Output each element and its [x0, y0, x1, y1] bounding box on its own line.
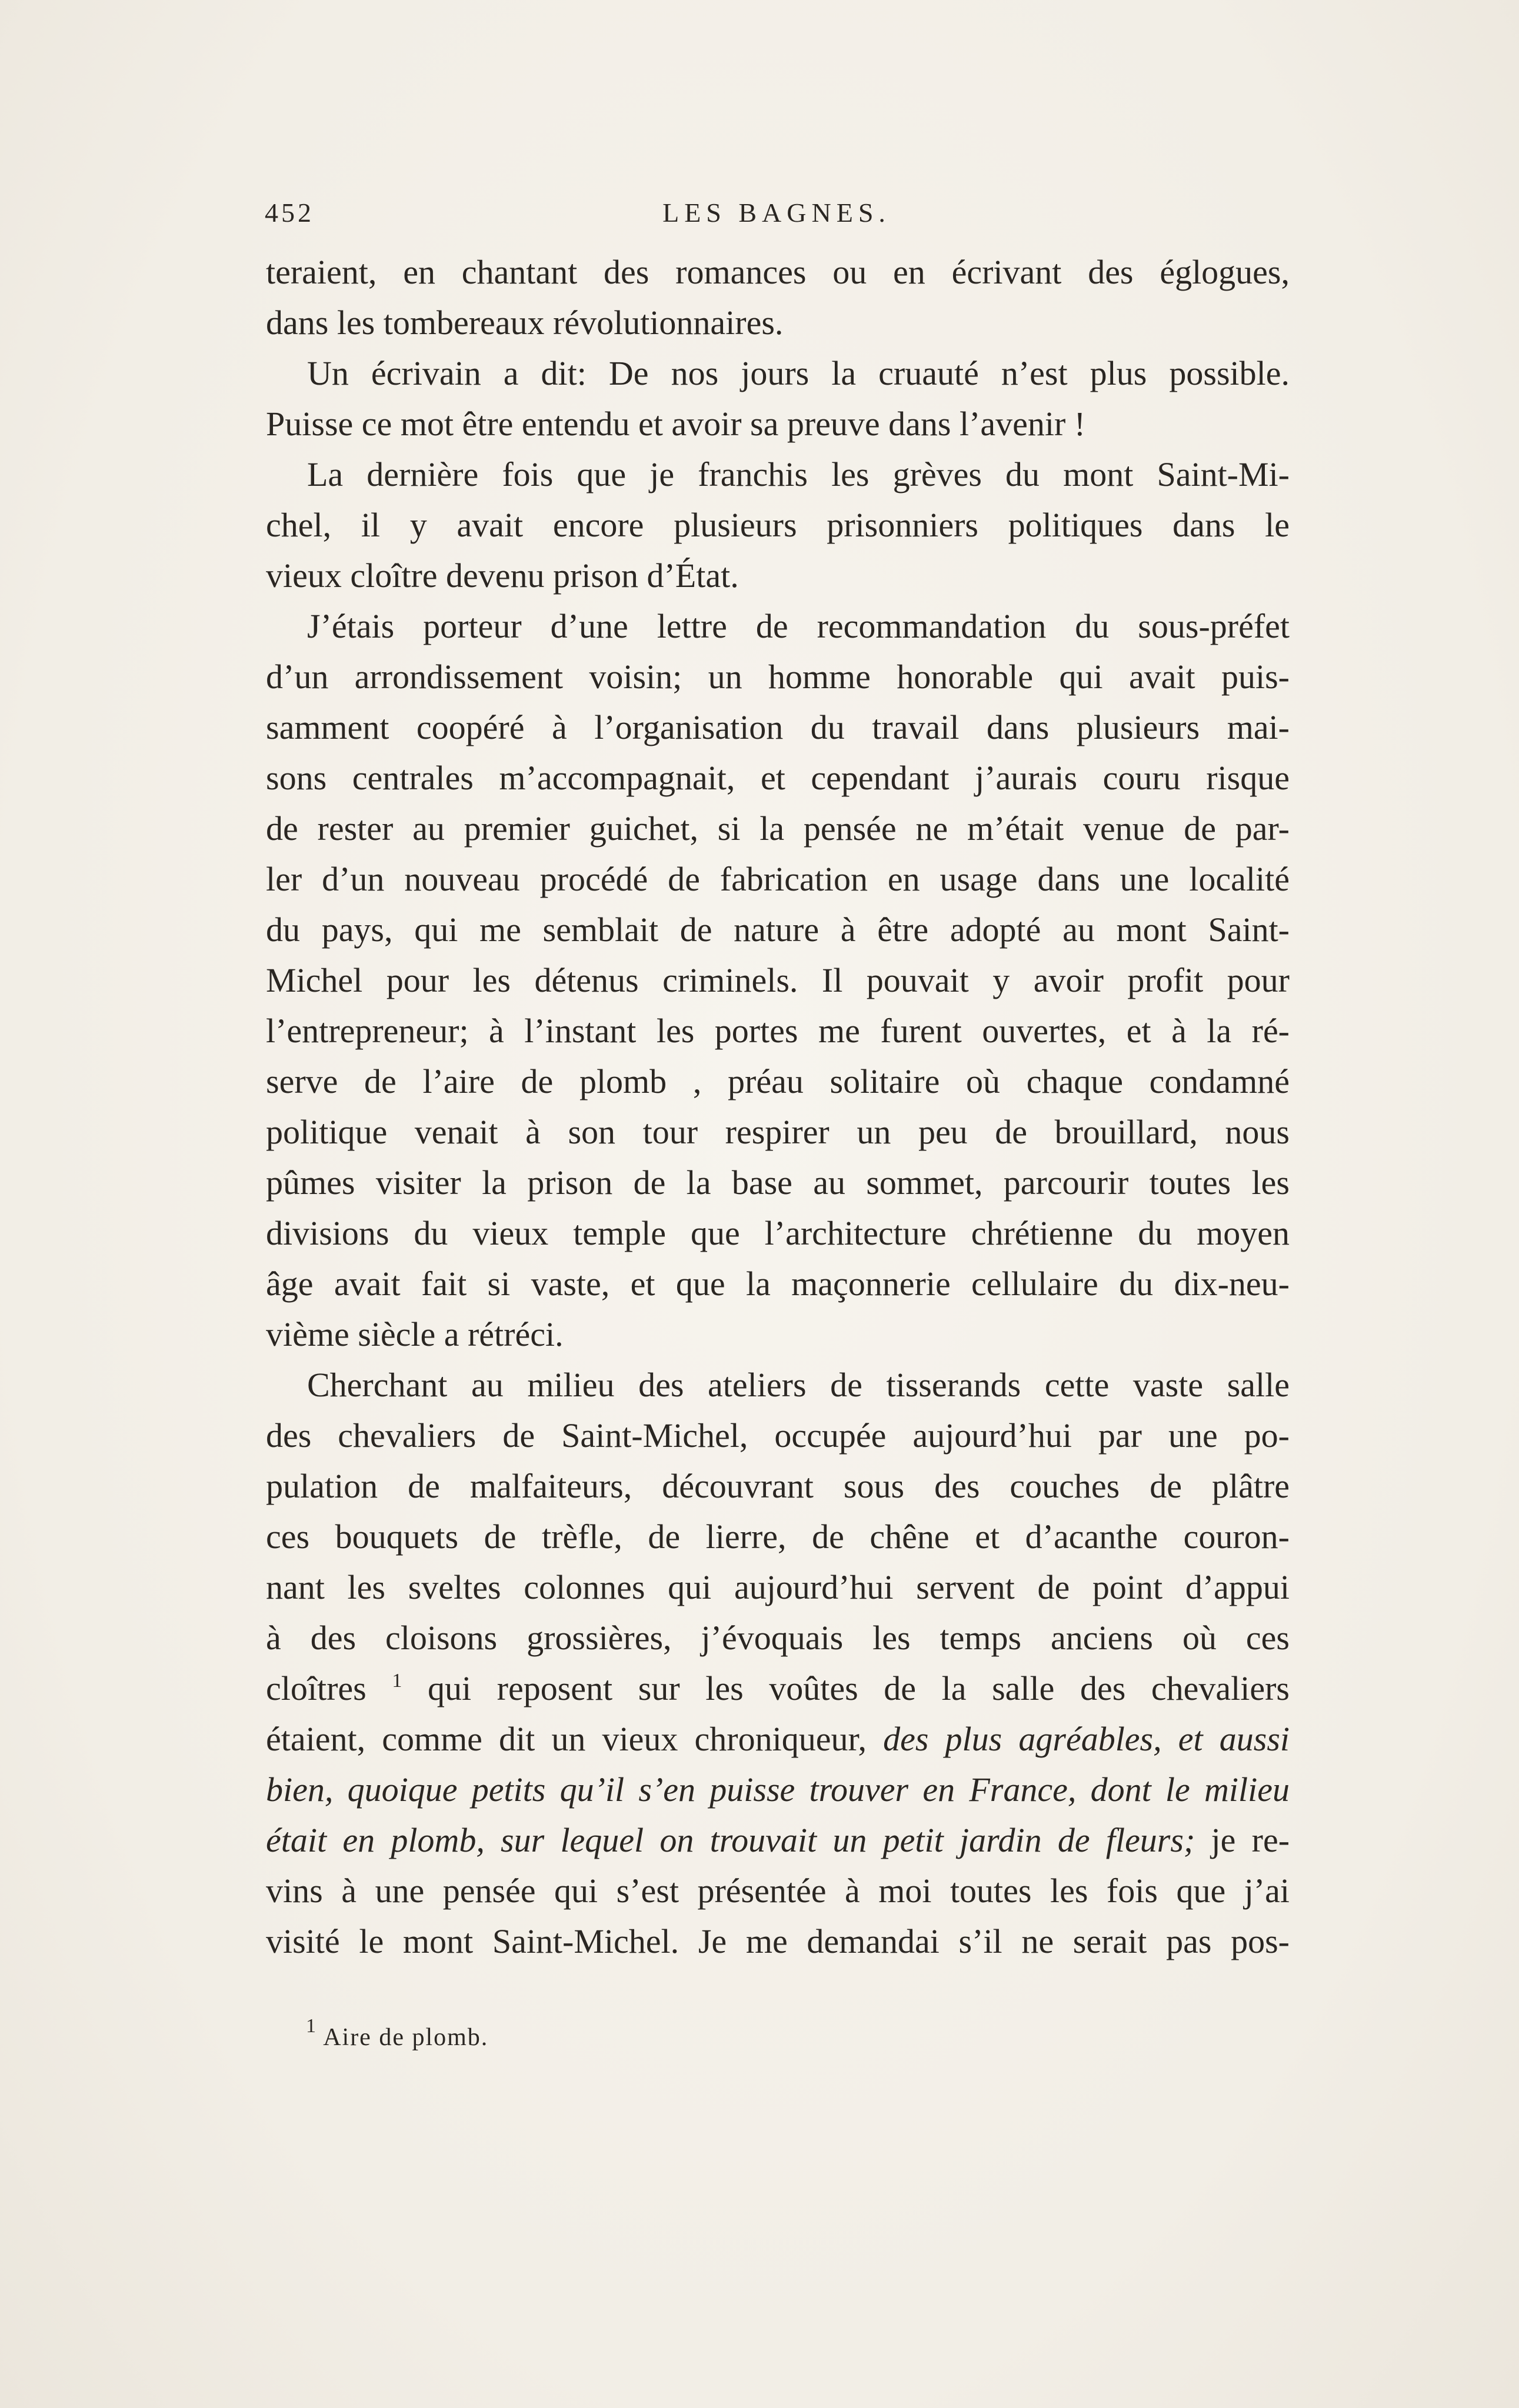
- text-line: samment coopéré à l’organisation du travail dans plusieurs mai-: [266, 708, 1290, 746]
- italic-quote-line: bien, quoique petits qu’il s’en puisse trouver en France, dont le milieu: [266, 1770, 1290, 1809]
- text-line: pulation de malfaiteurs, découvrant sous des couches de plâtre: [266, 1467, 1290, 1505]
- text-line: chel, il y avait encore plusieurs prisonniers politiques dans le: [266, 506, 1290, 544]
- footnote-marker: 1: [306, 2015, 317, 2037]
- text-line: d’un arrondissement voisin; un homme honorable qui avait puis-: [266, 658, 1290, 696]
- text-line: visité le mont Saint-Michel. Je me demandai s’il ne serait pas pos-: [266, 1922, 1290, 1960]
- text-line: divisions du vieux temple que l’architecture chrétienne du moyen: [266, 1214, 1290, 1252]
- text-line: sons centrales m’accompagnait, et cependant j’aurais couru risque: [266, 759, 1290, 797]
- text-line: Cherchant au milieu des ateliers de tisserands cette vaste salle: [307, 1366, 1290, 1404]
- italic-quote: était en plomb, sur lequel on trouvait un petit jardin de fleurs;: [266, 1821, 1195, 1859]
- text-line: dans les tombereaux révolutionnaires.: [266, 303, 784, 342]
- text-line: ler d’un nouveau procédé de fabrication en usage dans une localité: [266, 860, 1290, 898]
- text-fragment: qui reposent sur les voûtes de la salle des chevaliers: [427, 1669, 1290, 1707]
- text-line: vins à une pensée qui s’est présentée à moi toutes les fois que j’ai: [266, 1872, 1290, 1910]
- text-fragment: étaient, comme dit un vieux chroniqueur,: [266, 1720, 867, 1758]
- page-number: 452: [265, 198, 314, 228]
- text-line: vième siècle a rétréci.: [266, 1315, 564, 1353]
- text-line: âge avait fait si vaste, et que la maçonnerie cellulaire du dix-neu-: [266, 1265, 1290, 1303]
- text-line: du pays, qui me semblait de nature à être adopté au mont Saint-: [266, 910, 1290, 949]
- text-line: Michel pour les détenus criminels. Il pouvait y avoir profit pour: [266, 961, 1290, 999]
- text-line: serve de l’aire de plomb , préau solitaire où chaque condamné: [266, 1062, 1290, 1100]
- text-line: de rester au premier guichet, si la pensée ne m’était venue de par-: [266, 809, 1290, 848]
- text-line: ces bouquets de trèfle, de lierre, de chêne et d’acanthe couron-: [266, 1517, 1290, 1556]
- text-line: à des cloisons grossières, j’évoquais les temps anciens où ces: [266, 1619, 1290, 1657]
- text-line: teraient, en chantant des romances ou en écrivant des églogues,: [266, 253, 1290, 291]
- text-line: La dernière fois que je franchis les grèves du mont Saint-Mi-: [307, 455, 1290, 493]
- text-line: l’entrepreneur; à l’instant les portes me furent ouvertes, et à la ré-: [266, 1012, 1290, 1050]
- text-fragment: cloîtres: [266, 1669, 367, 1707]
- text-line: [266, 1815, 1290, 1866]
- text-line: nant les sveltes colonnes qui aujourd’hui servent de point d’appui: [266, 1568, 1290, 1606]
- running-head: [265, 197, 1288, 238]
- text-line: Puisse ce mot être entendu et avoir sa preuve dans l’avenir !: [266, 405, 1086, 443]
- text-line: [266, 1663, 1290, 1714]
- text-line: pûmes visiter la prison de la base au sommet, parcourir toutes les: [266, 1163, 1290, 1202]
- running-title: LES BAGNES.: [662, 198, 891, 228]
- body-text: [266, 247, 1290, 1967]
- footnote-text: Aire de plomb.: [323, 2024, 489, 2051]
- footnote-reference[interactable]: 1: [392, 1670, 402, 1692]
- footnote: [306, 2015, 489, 2052]
- text-line: [266, 1714, 1290, 1765]
- text-line: politique venait à son tour respirer un peu de brouillard, nous: [266, 1113, 1290, 1151]
- text-line: vieux cloître devenu prison d’État.: [266, 556, 739, 595]
- text-line: des chevaliers de Saint-Michel, occupée aujourd’hui par une po-: [266, 1416, 1290, 1455]
- italic-quote: des plus agréables, et aussi: [883, 1720, 1290, 1758]
- text-fragment: je re-: [1211, 1821, 1290, 1859]
- text-line: Un écrivain a dit: De nos jours la cruauté n’est plus possible.: [307, 354, 1290, 392]
- text-line: J’étais porteur d’une lettre de recommandation du sous-préfet: [307, 607, 1290, 645]
